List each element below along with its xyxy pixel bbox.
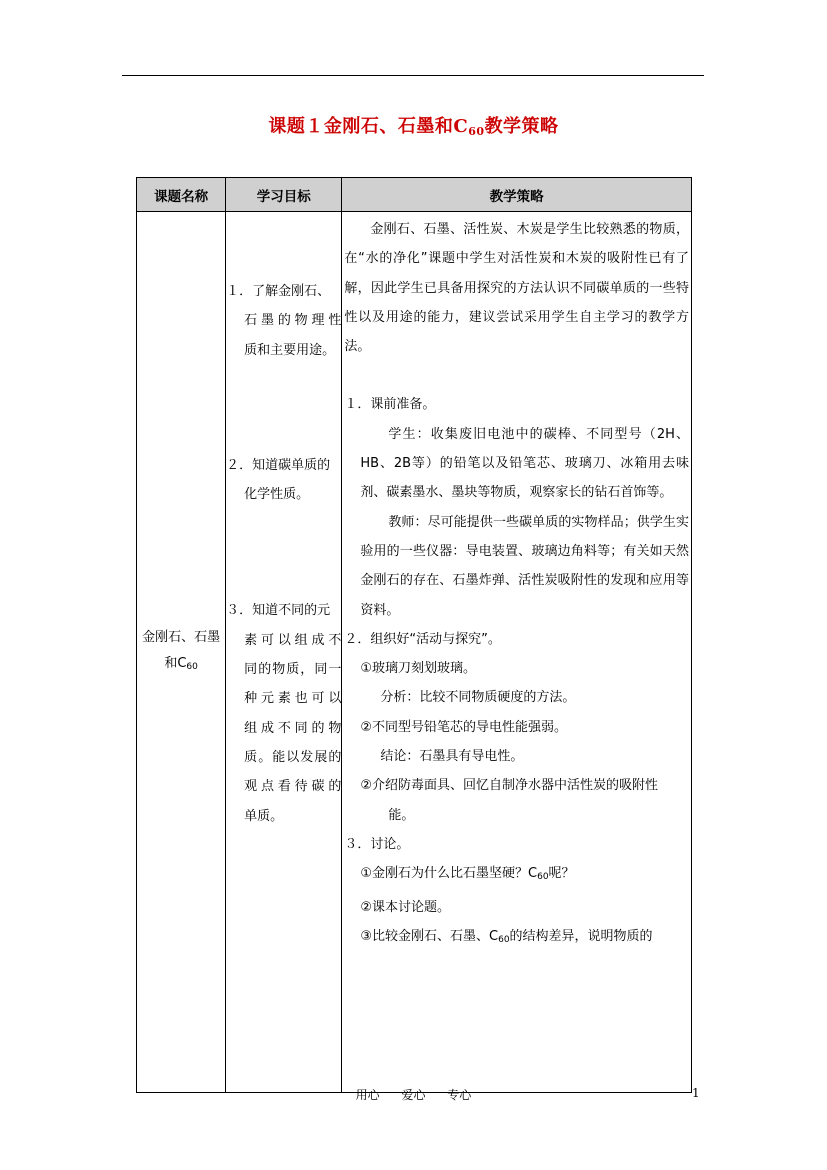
strategy-intro: 金刚石、石墨、活性炭、木炭是学生比较熟悉的物质，在“水的净化”课题中学生对活性炭和木炭的吸附性已有了解，因此学生已具备用探究的方法认识不同碳单质的一些特性以及用途的能力，建议尝试采用学生自主学习的教学方法。 [344, 222, 689, 355]
strategy-cell [342, 212, 692, 1093]
goal-1: １．了解金刚石、 石墨的物理性 质和主要用途。 [226, 284, 342, 358]
activity-2-note: 结论：石墨具有导电性。 [380, 749, 524, 765]
teacher-prep: 教师：尽可能提供一些碳单质的实物样品；供学生实验用的一些仪器：导电装置、玻璃边角料等；有关如天然金刚石的存在、石墨炸弹、活性炭吸附性的发现和应用等资料。 [360, 514, 689, 618]
activity-2: ②不同型号铅笔芯的导电性能强弱。 [360, 719, 568, 735]
step-1: １．课前准备。 [344, 397, 436, 413]
goals-cell [226, 212, 342, 1093]
discussion-3: ③比较金刚石、石墨、C60的结构差异，说明物质的 [360, 928, 653, 945]
topic-name-cell: 金刚石、石墨 和C60 [137, 212, 226, 1093]
table-header-row [137, 178, 692, 212]
activity-3-cont: 能。 [388, 807, 415, 823]
footer-motto: 用心 爱心 专心 [355, 1088, 472, 1102]
header-rule [122, 75, 704, 76]
activity-1-note: 分析：比较不同物质硬度的方法。 [380, 690, 576, 706]
discussion-1: ①金刚石为什么比石墨坚硬？C60呢？ [360, 866, 575, 883]
activity-1: ①玻璃刀刻划玻璃。 [360, 661, 477, 677]
step-3: ３．讨论。 [344, 836, 410, 852]
discussion-2: ②课本讨论题。 [360, 899, 451, 915]
activity-3: ②介绍防毒面具、回忆自制净水器中活性炭的吸附性 [360, 778, 659, 794]
table-row [137, 212, 692, 1093]
header-strategy: 教学策略 [342, 178, 692, 212]
page-number: 1 [692, 1086, 700, 1100]
goal-3: ３．知道不同的元 素可以组成不 同的物质，同一 种元素也可以 组成不同的物 质。能以发展的 观点看待碳的 单质。 [226, 603, 342, 824]
strategy-table [136, 177, 692, 1093]
page-title: 课题１金刚石、石墨和$C_{60}$教学策略 [268, 116, 559, 138]
goal-2: ２．知道碳单质的 化学性质。 [226, 457, 331, 503]
step-2: ２．组织好“活动与探究”。 [344, 631, 501, 647]
student-prep: 学生：收集废旧电池中的碳棒、不同型号（2H、HB、2B等）的铅笔以及铅笔芯、玻璃刀、冰箱用去味剂、碳素墨水、墨块等物质，观察家长的钻石首饰等。 [360, 426, 689, 501]
header-topic: 课题名称 [137, 178, 226, 212]
header-goals: 学习目标 [226, 178, 342, 212]
